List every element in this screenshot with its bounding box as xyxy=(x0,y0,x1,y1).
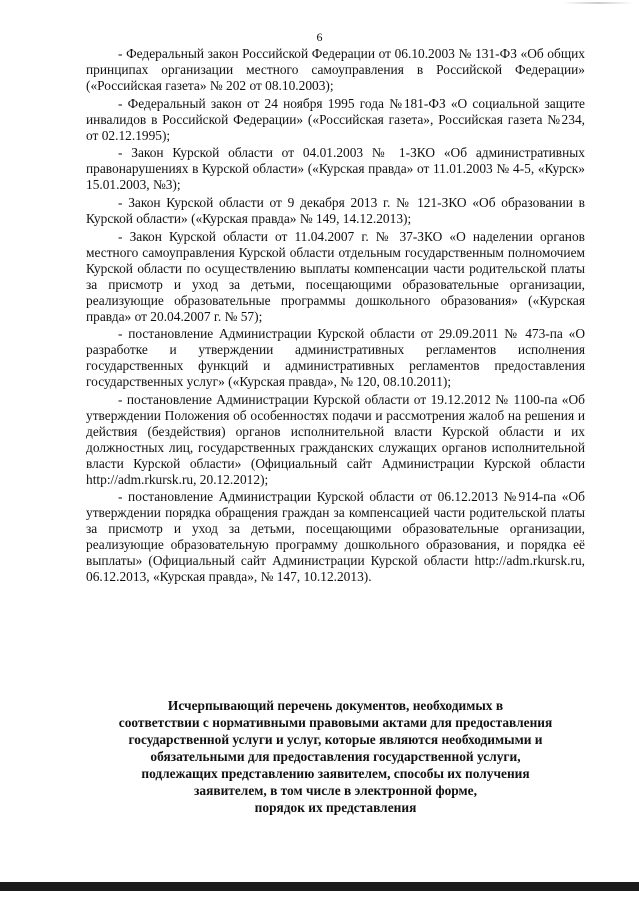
heading-line: подлежащих представлению заявителем, способы их получения xyxy=(141,766,530,781)
heading-line: соответствии с нормативными правовыми актами для предоставления xyxy=(118,715,553,730)
section-heading xyxy=(86,697,585,816)
list-item: - Закон Курской области от 04.01.2003 № 1-ЗКО «Об административных правонарушениях в Курской области» («Курская правда» от 11.01.2003 № 4-5, «Курск» 15.01.2003, №3); xyxy=(86,145,585,193)
heading-line: порядок их представления xyxy=(254,800,417,815)
scan-artifact xyxy=(563,2,633,4)
heading-line: заявителем, в том числе в электронной форме, xyxy=(194,783,477,798)
scan-bottom-border xyxy=(0,882,639,891)
list-item: - постановление Администрации Курской области от 29.09.2011 № 473-па «О разработке и утверждении административных регламентов исполнения государственных функций и административных регламентов предоставления государственных услуг» («Курская правда», № 120, 08.10.2011); xyxy=(86,326,585,390)
heading-line: Исчерпывающий перечень документов, необходимых в xyxy=(167,698,504,713)
list-item: - Федеральный закон от 24 ноября 1995 года №181-ФЗ «О социальной защите инвалидов в Российской Федерации» («Российская газета», Российская газета №234, от 02.12.1995); xyxy=(86,95,585,143)
list-item: - Закон Курской области от 9 декабря 2013 г. № 121-ЗКО «Об образовании в Курской области» («Курская правда» № 149, 14.12.2013); xyxy=(86,195,585,227)
heading-line: государственной услуги и услуг, которые являются необходимыми и xyxy=(128,732,543,747)
list-item: - постановление Администрации Курской области от 19.12.2012 № 1100-па «Об утверждении Положения об особенностях подачи и рассмотрения жалоб на решения и действия (бездействия) органов исполнительной власти Курской области и их должностных лиц, государственных гражданских служащих органов исполнительной власти Курской области» (Официальный сайт Администрации Курской области http://adm.rkursk.ru, 20.12.2012); xyxy=(86,392,585,487)
list-item: - Федеральный закон Российской Федерации от 06.10.2003 № 131-ФЗ «Об общих принципах организации местного самоуправления в Российской Федерации» («Российская газета» № 202 от 08.10.2003); xyxy=(86,46,585,93)
legal-basis-list xyxy=(86,46,585,587)
heading-line: обязательными для предоставления государственной услуги, xyxy=(150,749,521,764)
list-item: - Закон Курской области от 11.04.2007 г. № 37-ЗКО «О наделении органов местного самоуправления Курской области отдельным государственным полномочием Курской области по осуществлению выплаты компенсации части родительской платы за присмотр и уход за детьми, посещающими образовательные организации, реализующие образовательные программы дошкольного образования» («Курская правда» от 20.04.2007 г. № 57); xyxy=(86,228,585,324)
list-item: - постановление Администрации Курской области от 06.12.2013 №914-па «Об утверждении порядка обращения граждан за компенсацией части родительской платы за присмотр и уход за детьми, посещающими образовательные организации, реализующие образовательную программу дошкольного образования, и порядка её выплаты» (Официальный сайт Администрации Курской области http://adm.rkursk.ru, 06.12.2013, «Курская правда», № 147, 10.12.2013). xyxy=(86,489,585,584)
page-number: 6 xyxy=(316,30,323,44)
